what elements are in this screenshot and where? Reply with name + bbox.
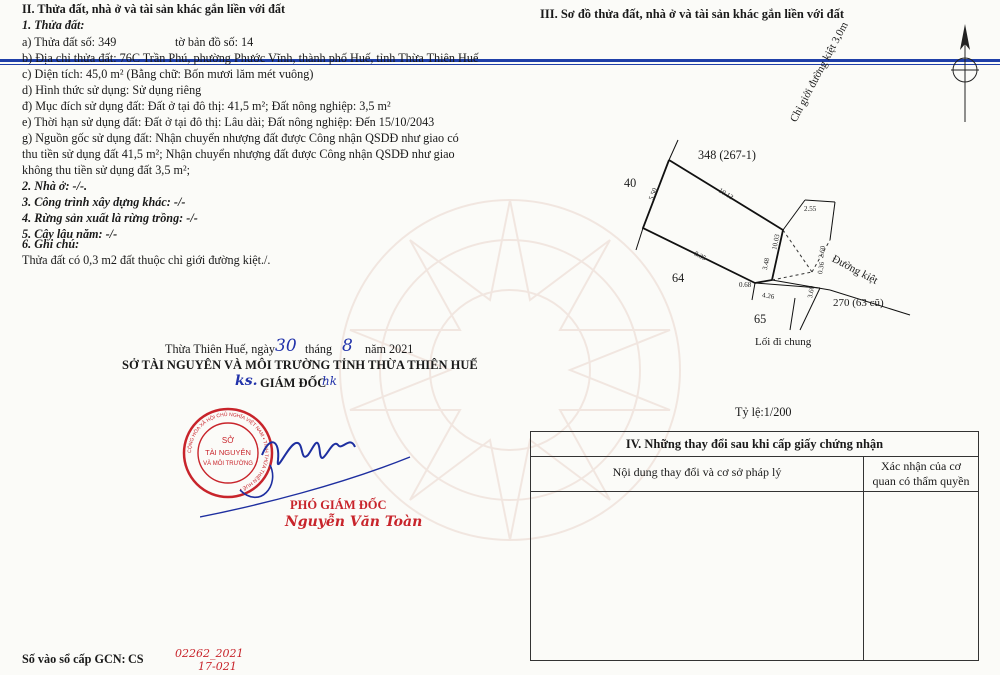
construction-info: 3. Công trình xây dựng khác: -/- <box>22 195 186 209</box>
changes-content-cell <box>531 492 864 660</box>
map-number: tờ bản đồ số: 14 <box>175 35 254 49</box>
neighbor-64-label: 64 <box>672 271 685 285</box>
section-3-heading: III. Sơ đồ thửa đất, nhà ở và tài sản khác gắn liền với đất <box>540 7 845 21</box>
parcel-number: a) Thửa đất số: 349 <box>22 35 117 49</box>
house-info: 2. Nhà ở: -/-. <box>22 179 88 193</box>
common-path-pointer <box>790 298 795 330</box>
confirmation-line-1: Xác nhận của cơ <box>881 459 961 473</box>
signer-title: PHÓ GIÁM ĐỐC <box>290 498 387 512</box>
parcel-area: c) Diện tích: 45,0 m² (Bằng chữ: Bốn mươi lăm mét vuông) <box>22 67 314 81</box>
initials-mark: hk <box>322 374 337 388</box>
position-title: GIÁM ĐỐC <box>260 376 327 390</box>
common-path-label: Lối đi chung <box>755 336 812 348</box>
registry-number-handwritten-2: 17-021 <box>198 660 237 673</box>
date-day: 30 <box>275 336 297 356</box>
perennial-info: 5. Cây lâu năm: -/- <box>22 227 118 241</box>
neighbor-65-label: 65 <box>754 312 767 326</box>
svg-text:SỞ: SỞ <box>221 436 235 445</box>
month-label: tháng <box>305 342 333 356</box>
svg-text:CỘNG HÒA XÃ HỘI CHỦ NGHĨA VIỆT: CỘNG HÒA XÃ HỘI CHỦ NGHĨA VIỆT NAM • TỈNH THỪA THIÊN HUẾ • <box>186 411 270 493</box>
map-scale: Tỷ lệ:1/200 <box>735 405 792 419</box>
usage-purpose: đ) Mục đích sử dụng đất: Đất ở tại đô thị: 41,5 m²; Đất nông nghiệp: 3,5 m² <box>22 99 391 113</box>
land-origin-line-1: g) Nguồn gốc sử dụng đất: Nhận chuyển nhượng đất được Công nhận QSDĐ như giao có <box>22 131 459 145</box>
dim-10-13: 10.13 <box>717 186 735 202</box>
neighbor-348-label: 348 (267-1) <box>698 148 756 162</box>
changes-table <box>530 431 979 661</box>
notes-text: Thửa đất có 0,3 m2 đất thuộc chỉ giới đường kiệt./. <box>22 253 271 267</box>
usage-term: e) Thời hạn sử dụng đất: Đất ở tại đô thị: Lâu dài; Đất nông nghiệp: Đến 15/10/2043 <box>22 115 435 129</box>
column-header-confirmation <box>864 457 978 491</box>
date-prefix: Thừa Thiên Huế, ngày <box>165 342 275 356</box>
parcel-subheading: 1. Thửa đất: <box>22 18 85 32</box>
dim-2-55: 2.55 <box>804 205 817 213</box>
neighbor-270-label: 270 (63 cũ) <box>833 297 884 309</box>
signer-name: Nguyễn Văn Toàn <box>285 514 423 530</box>
parcel-address: b) Địa chỉ thửa đất: 76C Trần Phú, phường Phước Vĩnh, thành phố Huế, tỉnh Thừa Thiên Huế <box>22 51 479 65</box>
section-4-heading: IV. Những thay đổi sau khi cấp giấy chứng nhận <box>531 432 978 457</box>
registry-prefix: CS <box>128 652 144 666</box>
svg-text:VÀ MÔI TRƯỜNG: VÀ MÔI TRƯỜNG <box>203 461 253 467</box>
date-month: 8 <box>342 336 353 356</box>
dim-4-26: 4.26 <box>761 291 775 301</box>
registry-label: Số vào sổ cấp GCN: <box>22 652 126 666</box>
dim-8-35: 8.35 <box>692 249 708 263</box>
confirmation-line-2: quan có thẩm quyền <box>872 474 970 488</box>
agency-name: SỞ TÀI NGUYÊN VÀ MÔI TRƯỜNG TỈNH THỪA THIÊN HUẾ <box>122 358 478 372</box>
neighbor-40-label: 40 <box>624 176 637 190</box>
dim-2-60: 2.60 <box>817 245 828 259</box>
land-origin-line-2: thu tiền sử dụng đất 41,5 m²; Nhận chuyển nhượng đất được Công nhận QSDĐ như giao <box>22 147 455 161</box>
dim-0-68: 0.68 <box>739 281 752 289</box>
date-year: năm 2021 <box>365 342 414 356</box>
usage-form: d) Hình thức sử dụng: Sử dụng riêng <box>22 83 202 97</box>
section-2-heading: II. Thửa đất, nhà ở và tài sản khác gắn liền với đất <box>22 2 286 16</box>
north-arrow-icon <box>950 22 980 127</box>
column-header-content: Nội dung thay đổi và cơ sở pháp lý <box>531 457 864 491</box>
dim-10-03: 10.03 <box>770 233 782 251</box>
registry-number-handwritten: 02262_2021 <box>175 647 244 660</box>
road-label: Đường kiệt <box>829 252 880 287</box>
kt-prefix: ks. <box>235 373 258 389</box>
dim-5-50: 5.50 <box>647 186 659 202</box>
dim-3-60: 3.60 <box>806 285 817 299</box>
notes-heading: 6. Ghi chú: <box>22 237 80 251</box>
land-origin-line-3: không thu tiền sử dụng đất 3,5 m²; <box>22 163 191 177</box>
dim-0-36: 0.36 <box>816 261 827 275</box>
confirmation-cell <box>864 492 978 660</box>
road-boundary-label: Chỉ giới đường kiệt 3,0m <box>787 20 851 125</box>
svg-text:TÀI NGUYÊN: TÀI NGUYÊN <box>205 448 251 457</box>
dim-3-48: 3.48 <box>760 257 772 271</box>
forest-info: 4. Rừng sản xuất là rừng trồng: -/- <box>22 211 198 225</box>
